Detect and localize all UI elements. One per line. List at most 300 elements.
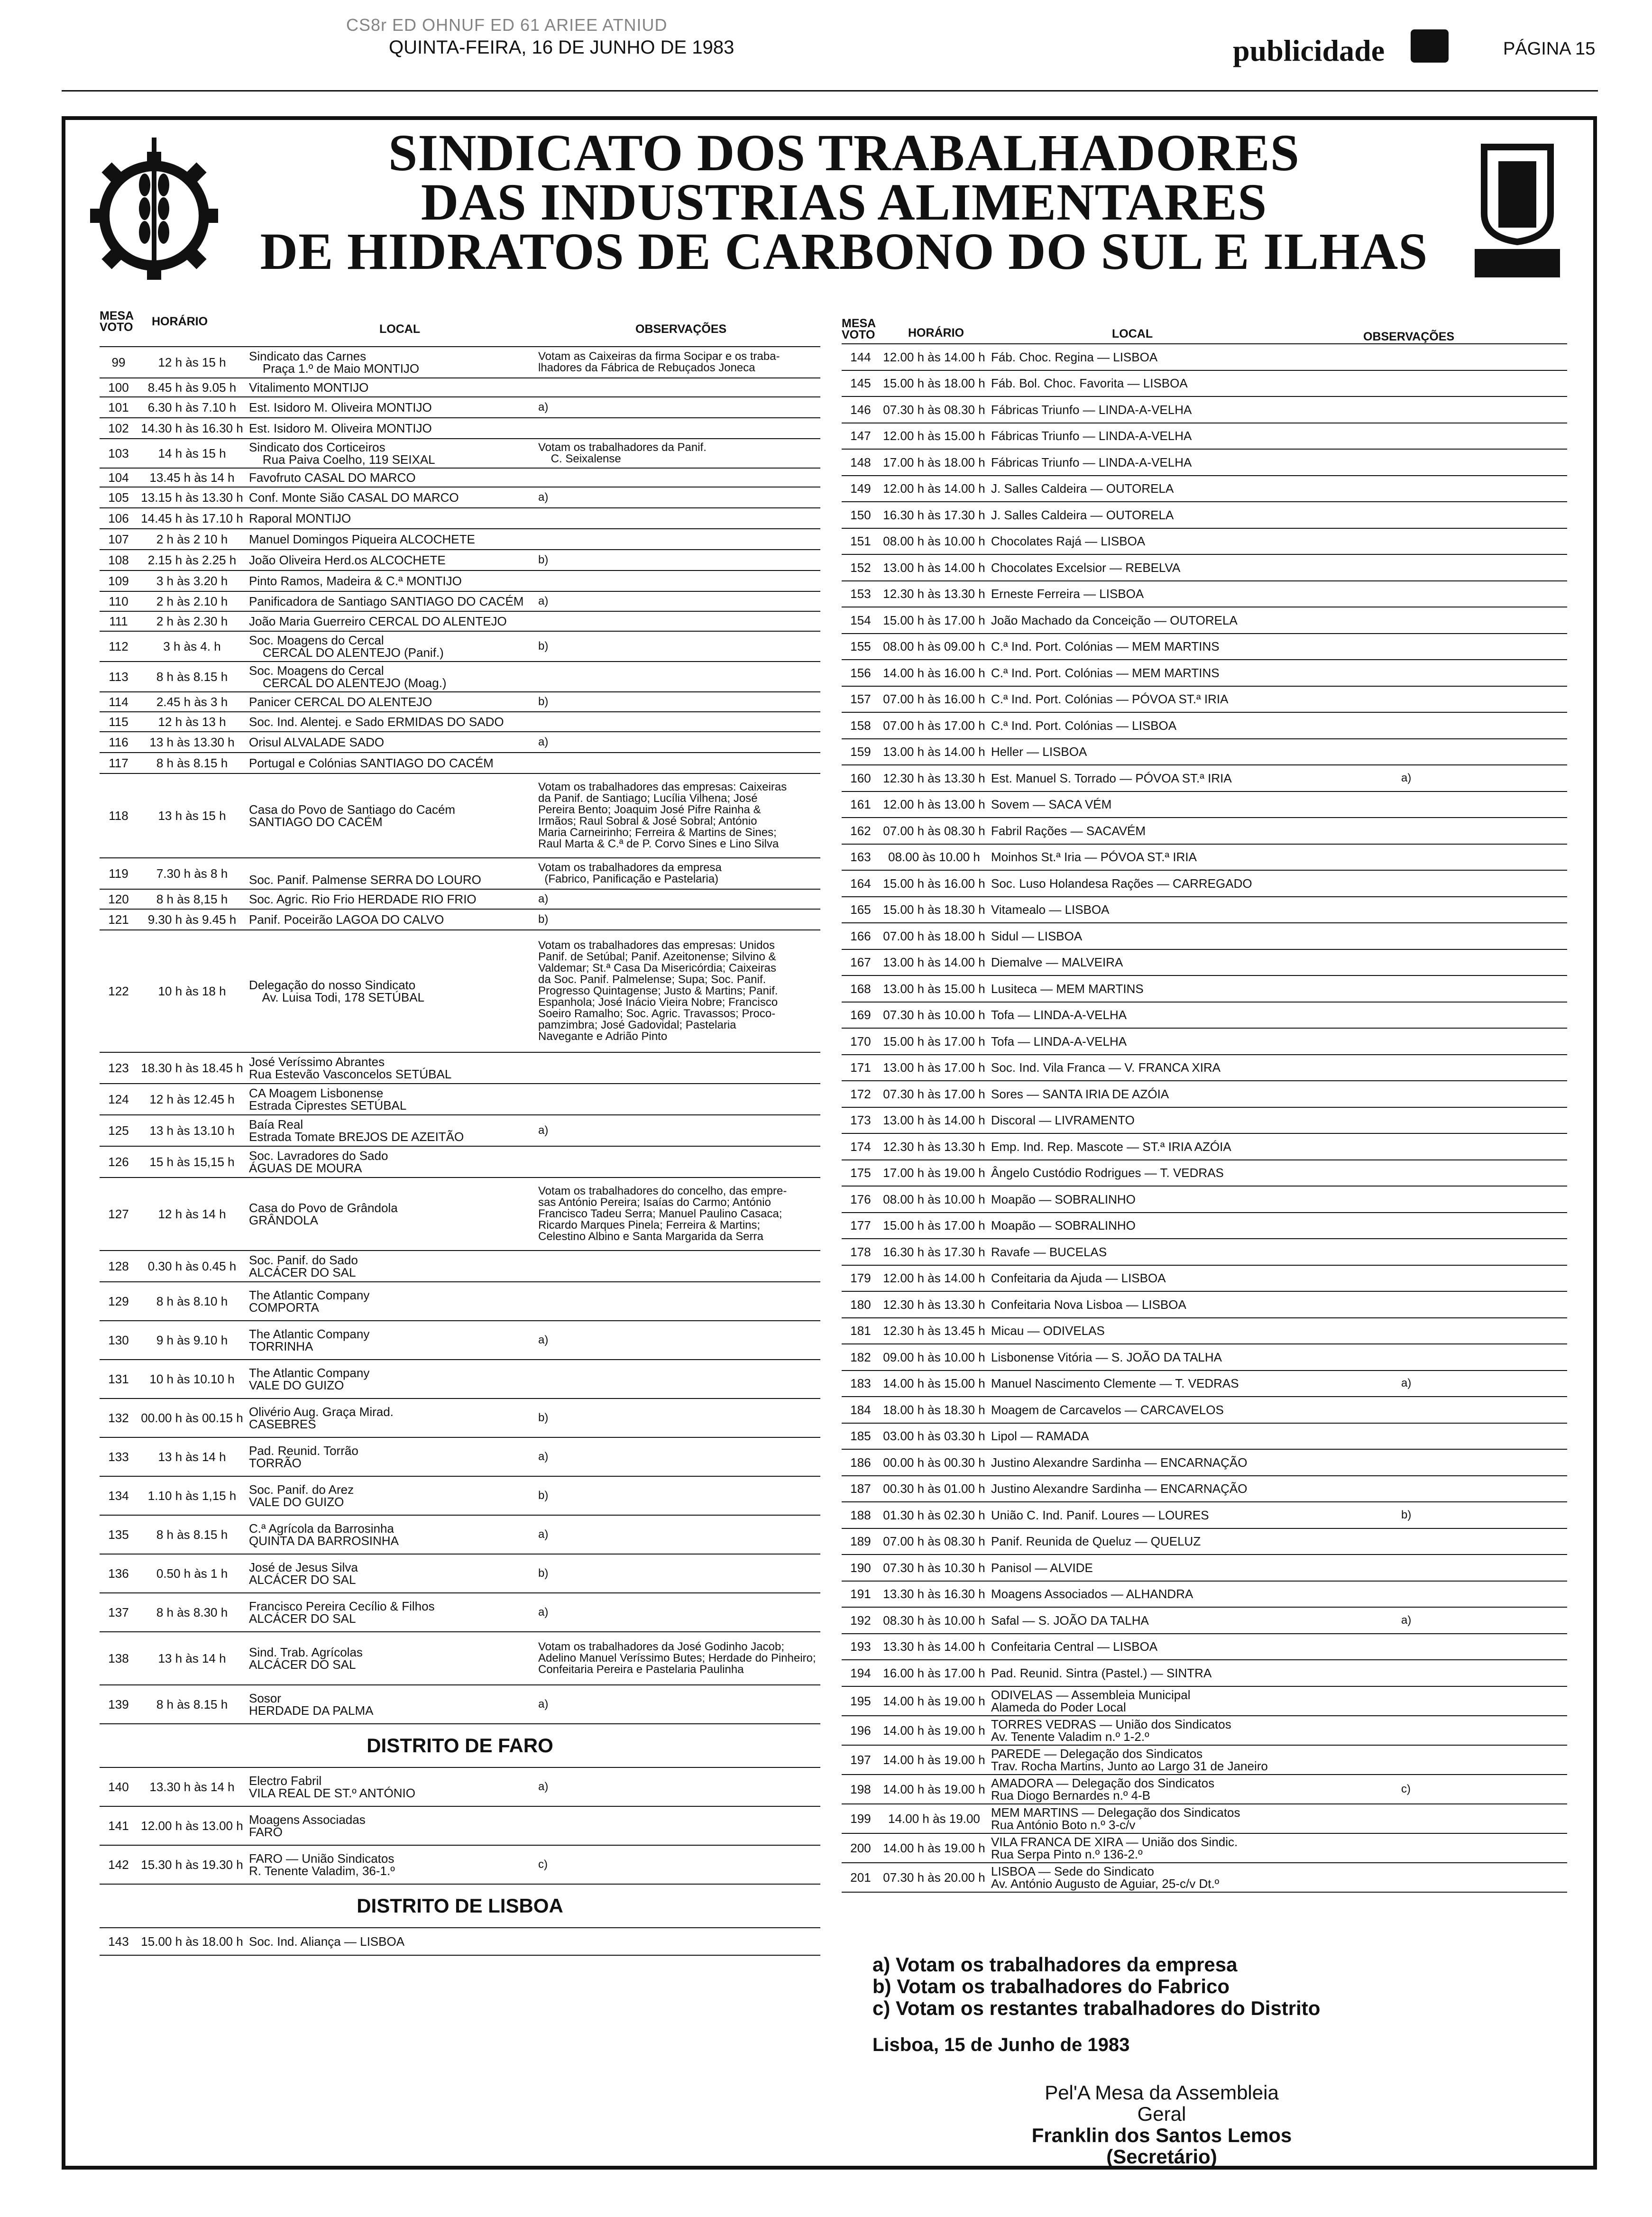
mesa-number: 186 — [850, 1455, 871, 1470]
local-cell: Panificadora de Santiago SANTIAGO DO CACÉM — [249, 594, 524, 608]
local-cell: Tofa — LINDA-A-VELHA — [991, 1034, 1127, 1049]
table-row — [842, 423, 1567, 450]
mesa-number: 113 — [109, 670, 128, 684]
mesa-number: 196 — [850, 1723, 871, 1738]
table-row — [100, 571, 820, 592]
table-row — [100, 488, 820, 508]
local-cell: União C. Ind. Panif. Loures — LOURES — [991, 1508, 1209, 1522]
horario-cell: 08.00 às 10.00 h — [888, 850, 980, 865]
mesa-number: 137 — [108, 1605, 129, 1619]
mesa-number: 145 — [850, 376, 871, 391]
table-row — [842, 1450, 1567, 1476]
horario-cell: 03.00 h às 03.30 h — [883, 1429, 985, 1444]
local-cell: Lipol — RAMADA — [991, 1429, 1089, 1444]
local-cell: Favofruto CASAL DO MARCO — [249, 470, 416, 485]
horario-cell: 0.50 h às 1 h — [156, 1566, 228, 1581]
mesa-number: 131 — [108, 1372, 129, 1386]
horario-cell: 10 h às 10.10 h — [149, 1372, 235, 1386]
local-cell: Portugal e Colónias SANTIAGO DO CACÉM — [249, 756, 494, 770]
local-cell: Manuel Nascimento Clemente — T. VEDRAS — [991, 1376, 1239, 1391]
mesa-number: 142 — [108, 1858, 129, 1872]
table-row — [842, 476, 1567, 503]
local-cell: Orisul ALVALADE SADO — [249, 735, 385, 749]
observacoes-cell: Votam as Caixeiras da firma Socipar e os traba- lhadores da Fábrica de Rebuçados Joneca — [538, 350, 780, 374]
local-cell: Fábricas Triunfo — LINDA-A-VELHA — [991, 429, 1192, 443]
mesa-number: 165 — [850, 902, 871, 917]
mesa-number: 162 — [850, 823, 871, 838]
signatory-role: (Secretário) — [1106, 2145, 1217, 2168]
title-line-2: DAS INDUSTRIAS ALIMENTARES — [421, 173, 1267, 231]
mesa-number: 177 — [850, 1218, 871, 1233]
horario-cell: 07.30 h às 17.00 h — [883, 1086, 985, 1101]
mesa-number: 106 — [108, 511, 129, 525]
table-row — [842, 1081, 1567, 1108]
table-row — [842, 1292, 1567, 1318]
horario-cell: 14.00 h às 19.00 h — [883, 1782, 985, 1796]
table-row — [100, 347, 820, 378]
table-row — [842, 1108, 1567, 1134]
local-cell: Soc. Luso Holandesa Rações — CARREGADO — [991, 876, 1252, 891]
legend — [872, 1954, 1320, 2019]
table-row — [100, 439, 820, 469]
local-cell: Diemalve — MALVEIRA — [991, 955, 1123, 970]
table-row — [100, 1516, 820, 1555]
horario-cell: 08.00 h às 10.00 h — [883, 1192, 985, 1206]
table-row — [100, 1555, 820, 1593]
table-row — [100, 612, 820, 632]
signatory-name: Franklin dos Santos Lemos — [1031, 2124, 1292, 2146]
table-row — [842, 450, 1567, 476]
horario-cell: 07.30 h às 10.00 h — [883, 1008, 985, 1022]
local-cell: The Atlantic Company COMPORTA — [249, 1288, 370, 1315]
horario-cell: 10 h às 18 h — [158, 984, 226, 998]
horario-cell: 12.30 h às 13.45 h — [883, 1324, 985, 1338]
district-lisboa-heading: DISTRITO DE LISBOA — [100, 1885, 820, 1928]
horario-cell: 13 h às 13.10 h — [149, 1123, 235, 1138]
mesa-number: 149 — [850, 481, 871, 496]
horario-cell: 14.00 h às 15.00 h — [883, 1376, 985, 1391]
horario-cell: 8 h às 8.15 h — [156, 1697, 228, 1711]
table-row — [842, 1424, 1567, 1450]
dateline: Lisboa, 15 de Junho de 1983 — [872, 2034, 1130, 2055]
title-line-1: SINDICATO DOS TRABALHADORES — [388, 124, 1300, 182]
horario-cell: 13.30 h às 16.30 h — [883, 1587, 985, 1601]
horario-cell: 17.00 h às 19.00 h — [883, 1166, 985, 1180]
table-row — [100, 692, 820, 712]
local-cell: C.ª Ind. Port. Colónias — MEM MARTINS — [991, 639, 1220, 654]
local-cell: Soc. Moagens do Cercal CERCAL DO ALENTEJO (Panif.) — [249, 633, 444, 660]
table-row — [100, 1685, 820, 1724]
horario-cell: 2.45 h às 3 h — [156, 695, 228, 709]
publicidade-label: publicidade — [1233, 34, 1385, 67]
observacoes-cell: c) — [538, 1858, 548, 1871]
mesa-number: 164 — [850, 876, 871, 891]
local-cell: J. Salles Caldeira — OUTORELA — [991, 481, 1174, 496]
observacoes-cell: Votam os trabalhadores da empresa (Fabrico, Panificação e Pastelaria) — [538, 861, 722, 885]
horario-cell: 8 h às 8,15 h — [156, 892, 228, 906]
local-cell: Panicer CERCAL DO ALENTEJO — [249, 695, 432, 709]
table-row — [842, 1634, 1567, 1661]
local-cell: Pad. Reunid. Torrão TORRÃO — [249, 1444, 358, 1470]
horario-cell: 12.00 h às 14.00 h — [883, 350, 985, 364]
local-cell: FARO — União Sindicatos R. Tenente Valadim, 36-1.º — [249, 1851, 395, 1878]
cgtp-logo — [1465, 142, 1569, 285]
local-cell: Ângelo Custódio Rodrigues — T. VEDRAS — [991, 1166, 1224, 1180]
mesa-number: 127 — [108, 1207, 129, 1221]
faro-table-body — [100, 1768, 820, 1885]
table-row — [842, 923, 1567, 950]
table-row — [100, 1084, 820, 1115]
table-row — [842, 1318, 1567, 1345]
mesa-number: 191 — [850, 1587, 871, 1601]
horario-header: HORÁRIO — [152, 315, 208, 328]
table-row — [842, 1716, 1567, 1746]
table-row — [842, 1529, 1567, 1555]
horario-cell: 13.00 h às 14.00 h — [883, 560, 985, 575]
local-cell: TORRES VEDRAS — União dos Sindicatos Av. Tenente Valadim n.º 1-2.º — [991, 1717, 1231, 1744]
horario-cell: 07.00 h às 16.00 h — [883, 692, 985, 707]
horario-cell: 14.00 h às 19.00 h — [883, 1840, 985, 1855]
mesa-number: 125 — [108, 1123, 129, 1138]
local-cell: C.ª Ind. Port. Colónias — LISBOA — [991, 718, 1177, 733]
table-row — [100, 418, 820, 439]
horario-cell: 12.00 h às 13.00 h — [883, 797, 985, 812]
lisboa-table-body — [100, 1928, 820, 1956]
mesa-number: 187 — [850, 1481, 871, 1496]
table-row — [100, 397, 820, 418]
table-row — [100, 1438, 820, 1477]
table-row — [842, 1476, 1567, 1503]
local-cell: Est. Isidoro M. Oliveira MONTIJO — [249, 400, 432, 414]
horario-cell: 0.30 h às 0.45 h — [147, 1259, 237, 1273]
header-rule — [62, 90, 1598, 92]
mesa-number: 183 — [850, 1376, 871, 1391]
horario-cell: 13 h às 13.30 h — [149, 735, 235, 749]
table-row — [842, 1160, 1567, 1187]
horario-cell: 3 h às 3.20 h — [156, 574, 228, 588]
mesa-number: 144 — [850, 350, 871, 364]
local-cell: Sidul — LISBOA — [991, 929, 1083, 943]
table-row — [842, 529, 1567, 555]
mesa-voto-header: MESA VOTO — [100, 309, 134, 334]
mesa-number: 103 — [108, 446, 129, 460]
mesa-number: 181 — [850, 1324, 871, 1338]
observacoes-cell: b) — [538, 1411, 549, 1424]
horario-cell: 13.30 h às 14 h — [149, 1780, 235, 1794]
table-row — [842, 950, 1567, 976]
observacoes-cell: a) — [538, 1528, 549, 1541]
table-row — [100, 1282, 820, 1321]
mesa-number: 158 — [850, 718, 871, 733]
horario-cell: 14.00 h às 19.00 h — [883, 1693, 985, 1708]
horario-cell: 13.15 h às 13.30 h — [141, 490, 243, 505]
mesa-number: 155 — [850, 639, 871, 654]
table-row — [842, 1003, 1567, 1029]
local-cell: The Atlantic Company TORRINHA — [249, 1327, 370, 1353]
table-row — [842, 1344, 1567, 1371]
mesa-number: 136 — [108, 1566, 129, 1581]
mesa-number: 192 — [850, 1613, 871, 1628]
table-row — [100, 469, 820, 488]
mesa-number: 139 — [108, 1697, 129, 1711]
table-row — [842, 1371, 1567, 1398]
horario-cell: 15.00 h às 17.00 h — [883, 1034, 985, 1049]
table-row — [100, 1807, 820, 1846]
mesa-number: 143 — [108, 1934, 129, 1949]
local-cell: Lusiteca — MEM MARTINS — [991, 981, 1144, 996]
observacoes-cell: a) — [538, 1334, 549, 1346]
local-cell: AMADORA — Delegação dos Sindicatos Rua Diogo Bernardes n.º 4-B — [991, 1775, 1215, 1803]
horario-cell: 12 h às 15 h — [158, 355, 226, 369]
mesa-number: 168 — [850, 981, 871, 996]
horario-cell: 12 h às 12.45 h — [149, 1092, 235, 1106]
local-cell: Francisco Pereira Cecílio & Filhos ALCÁCER DO SAL — [249, 1599, 435, 1626]
table-row — [842, 344, 1567, 371]
local-cell: João Oliveira Herd.os ALCOCHETE — [249, 553, 446, 567]
local-cell: Confeitaria da Ajuda — LISBOA — [991, 1271, 1166, 1286]
table-row — [100, 1768, 820, 1807]
observacoes-cell: c) — [1401, 1782, 1411, 1795]
horario-cell: 13 h às 14 h — [158, 1651, 226, 1665]
local-cell: Fábricas Triunfo — LINDA-A-VELHA — [991, 402, 1192, 417]
local-cell: Fabril Rações — SACAVÉM — [991, 823, 1146, 838]
local-cell: CA Moagem Lisbonense Estrada Ciprestes SETÚBAL — [249, 1086, 407, 1113]
local-cell: Moapão — SOBRALINHO — [991, 1218, 1136, 1233]
table-row — [842, 1687, 1567, 1716]
mesa-number: 112 — [109, 639, 128, 653]
observacoes-cell: a) — [538, 1124, 549, 1137]
mesa-number: 198 — [850, 1782, 871, 1796]
local-cell: José de Jesus Silva ALCÁCER DO SAL — [249, 1560, 358, 1587]
table-row — [100, 508, 820, 529]
mesa-number: 146 — [850, 402, 871, 417]
mesa-number: 118 — [109, 809, 128, 823]
horario-cell: 08.00 h às 09.00 h — [883, 639, 985, 654]
mesa-number: 121 — [108, 912, 129, 927]
horario-cell: 15.30 h às 19.30 h — [141, 1858, 243, 1872]
local-cell: Erneste Ferreira — LISBOA — [991, 587, 1144, 601]
mesa-number: 126 — [108, 1155, 129, 1169]
horario-cell: 8 h às 8.15 h — [156, 670, 228, 684]
local-cell: Emp. Ind. Rep. Mascote — ST.ª IRIA AZÓIA — [991, 1139, 1231, 1154]
mesa-number: 170 — [850, 1034, 871, 1049]
mesa-number: 138 — [108, 1651, 129, 1665]
observacoes-header: OBSERVAÇÕES — [1363, 330, 1455, 343]
horario-cell: 15.00 h às 18.00 h — [883, 376, 985, 391]
horario-cell: 13.00 h às 15.00 h — [883, 981, 985, 996]
observacoes-cell: b) — [538, 695, 549, 708]
left-column — [100, 304, 820, 1956]
local-cell: Moagem de Carcavelos — CARCAVELOS — [991, 1402, 1224, 1417]
mesa-number: 167 — [850, 955, 871, 970]
table-row — [100, 732, 820, 753]
table-row — [100, 712, 820, 732]
local-cell: Soc. Ind. Aliança — LISBOA — [249, 1934, 405, 1949]
table-row — [100, 1178, 820, 1251]
table-row — [100, 1593, 820, 1632]
mesa-number: 110 — [109, 594, 128, 608]
horario-cell: 9 h às 9.10 h — [156, 1333, 228, 1347]
signature-block — [1019, 2082, 1304, 2167]
mesa-number: 114 — [109, 695, 128, 709]
horario-cell: 15 h às 15,15 h — [149, 1155, 235, 1169]
mesa-number: 178 — [850, 1244, 871, 1259]
mesa-number: 190 — [850, 1560, 871, 1575]
horario-cell: 12.00 h às 13.00 h — [141, 1819, 243, 1833]
local-cell: Chocolates Excelsior — REBELVA — [991, 560, 1181, 575]
local-cell: Heller — LISBOA — [991, 745, 1087, 759]
table-row — [842, 1775, 1567, 1804]
observacoes-cell: a) — [538, 892, 549, 905]
mesa-number: 180 — [850, 1297, 871, 1312]
local-cell: Chocolates Rajá — LISBOA — [991, 534, 1146, 549]
table-row — [842, 1582, 1567, 1608]
table-header — [100, 304, 820, 347]
table-row — [100, 930, 820, 1053]
local-cell: Moinhos St.ª Iria — PÓVOA ST.ª IRIA — [991, 850, 1197, 865]
horario-cell: 9.30 h às 9.45 h — [147, 912, 237, 927]
horario-cell: 3 h às 4. h — [163, 639, 221, 653]
table-row — [842, 1863, 1567, 1893]
mesa-number: 156 — [850, 665, 871, 680]
table-row — [100, 1360, 820, 1399]
observacoes-cell: a) — [1401, 1613, 1412, 1627]
mesa-number: 100 — [108, 380, 129, 395]
local-cell: C.ª Ind. Port. Colónias — MEM MARTINS — [991, 665, 1220, 680]
local-cell: Baía Real Estrada Tomate BREJOS DE AZEITÃO — [249, 1117, 464, 1144]
table-header — [842, 304, 1567, 344]
local-cell: Casa do Povo de Grândola GRÂNDOLA — [249, 1201, 398, 1227]
table-row — [842, 687, 1567, 713]
mesa-number: 141 — [108, 1819, 129, 1833]
local-cell: C.ª Agrícola da Barrosinha QUINTA DA BARROSINHA — [249, 1521, 399, 1548]
table-row — [842, 1608, 1567, 1634]
observacoes-cell: a) — [538, 401, 549, 414]
local-cell: Confeitaria Central — LISBOA — [991, 1639, 1158, 1654]
mesa-number: 124 — [108, 1092, 129, 1106]
observacoes-cell: a) — [538, 1450, 549, 1463]
table-row — [842, 713, 1567, 739]
mesa-number: 189 — [850, 1534, 871, 1549]
local-cell: Soc. Agric. Rio Frio HERDADE RIO FRIO — [249, 892, 477, 906]
local-header: LOCAL — [1112, 327, 1153, 340]
mesa-number: 182 — [850, 1350, 871, 1364]
local-cell: Sindicato dos Corticeiros Rua Paiva Coelho, 119 SEIXAL — [249, 440, 435, 467]
horario-cell: 14 h às 15 h — [158, 446, 226, 460]
mesa-number: 116 — [109, 735, 128, 749]
local-cell: José Veríssimo Abrantes Rua Estevão Vasconcelos SETÚBAL — [249, 1055, 452, 1081]
horario-cell: 13.00 h às 17.00 h — [883, 1060, 985, 1075]
table-row — [842, 555, 1567, 581]
horario-cell: 8.45 h às 9.05 h — [147, 380, 237, 395]
table-row — [842, 1804, 1567, 1834]
mesa-number: 107 — [108, 532, 129, 546]
local-cell: Est. Isidoro M. Oliveira MONTIJO — [249, 421, 432, 435]
mesa-number: 108 — [108, 553, 129, 567]
horario-cell: 00.00 h às 00.30 h — [883, 1455, 985, 1470]
mesa-number: 159 — [850, 745, 871, 759]
local-cell: ODIVELAS — Assembleia Municipal Alameda do Poder Local — [991, 1687, 1191, 1714]
mesa-number: 184 — [850, 1402, 871, 1417]
mesa-number: 115 — [109, 715, 128, 729]
local-cell: Sosor HERDADE DA PALMA — [249, 1691, 374, 1718]
newspaper-logo-icon — [1411, 29, 1449, 63]
mesa-number: 179 — [850, 1271, 871, 1286]
local-cell: Pad. Reunid. Sintra (Pastel.) — SINTRA — [991, 1665, 1212, 1680]
mesa-number: 111 — [109, 614, 128, 628]
table-row — [842, 1834, 1567, 1863]
local-cell: Vitamealo — LISBOA — [991, 902, 1110, 917]
mesa-number: 122 — [108, 984, 129, 998]
table-row — [100, 1251, 820, 1282]
table-row — [842, 792, 1567, 819]
local-header: LOCAL — [379, 322, 421, 336]
mirrored-bleed-text: CS8r ED OHNUF ED 61 ARIEE ATNIUD — [346, 15, 668, 35]
local-cell: Fáb. Bol. Choc. Favorita — LISBOA — [991, 376, 1188, 391]
mesa-number: 197 — [850, 1752, 871, 1767]
table-row — [100, 592, 820, 612]
observacoes-cell: b) — [538, 1489, 549, 1502]
local-cell: Electro Fabril VILA REAL DE ST.º ANTÓNIO — [249, 1774, 415, 1800]
table-row — [100, 550, 820, 571]
signature-line: Pel'A Mesa da Assembleia Geral — [1045, 2081, 1279, 2125]
observacoes-cell: a) — [538, 1698, 549, 1711]
observacoes-cell: b) — [538, 553, 549, 566]
horario-cell: 8 h às 8.15 h — [156, 756, 228, 770]
table-row — [100, 1115, 820, 1147]
horario-cell: 00.00 h às 00.15 h — [141, 1411, 243, 1425]
local-cell: LISBOA — Sede do Sindicato Av. António Augusto de Aguiar, 25-c/v Dt.º — [991, 1864, 1220, 1891]
observacoes-cell: Votam os trabalhadores da Panif. C. Seixalense — [538, 441, 707, 465]
mesa-number: 132 — [108, 1411, 129, 1425]
horario-cell: 12.30 h às 13.30 h — [883, 1297, 985, 1312]
horario-cell: 13.30 h às 14.00 h — [883, 1639, 985, 1654]
title-line-3: DE HIDRATOS DE CARBONO DO SUL E ILHAS — [260, 222, 1428, 280]
table-row — [842, 1213, 1567, 1240]
horario-cell: 16.30 h às 17.30 h — [883, 1244, 985, 1259]
horario-cell: 2 h às 2 10 h — [156, 532, 228, 546]
horario-cell: 2 h às 2.30 h — [156, 614, 228, 628]
horario-cell: 1.10 h às 1,15 h — [147, 1489, 237, 1503]
local-cell: C.ª Ind. Port. Colónias — PÓVOA ST.ª IRIA — [991, 692, 1229, 707]
mesa-number: 193 — [850, 1639, 871, 1654]
mesa-number: 140 — [108, 1780, 129, 1794]
horario-cell: 16.30 h às 17.30 h — [883, 507, 985, 522]
horario-cell: 15.00 h às 17.00 h — [883, 613, 985, 627]
local-cell: Moapão — SOBRALINHO — [991, 1192, 1136, 1206]
table-row — [842, 1502, 1567, 1529]
table-row — [100, 858, 820, 890]
observacoes-cell: a) — [538, 491, 549, 504]
local-cell: Soc. Ind. Alentej. e Sado ERMIDAS DO SADO — [249, 715, 504, 729]
mesa-number: 133 — [108, 1450, 129, 1464]
local-cell: Lisbonense Vitória — S. JOÃO DA TALHA — [991, 1350, 1222, 1364]
observacoes-cell: a) — [538, 736, 549, 748]
mesa-number: 160 — [850, 771, 871, 785]
observacoes-cell: a) — [538, 595, 549, 607]
right-column — [842, 304, 1567, 1893]
horario-cell: 16.00 h às 17.00 h — [883, 1665, 985, 1680]
table-row — [842, 371, 1567, 397]
horario-cell: 14.00 h às 19.00 h — [883, 1723, 985, 1738]
table-row — [842, 976, 1567, 1003]
mesa-number: 163 — [850, 850, 871, 865]
table-row — [842, 607, 1567, 634]
observacoes-cell: a) — [538, 1780, 549, 1793]
table-row — [842, 897, 1567, 924]
table-row — [842, 1397, 1567, 1424]
local-cell: Olivério Aug. Graça Mirad. CASEBRES — [249, 1405, 394, 1431]
